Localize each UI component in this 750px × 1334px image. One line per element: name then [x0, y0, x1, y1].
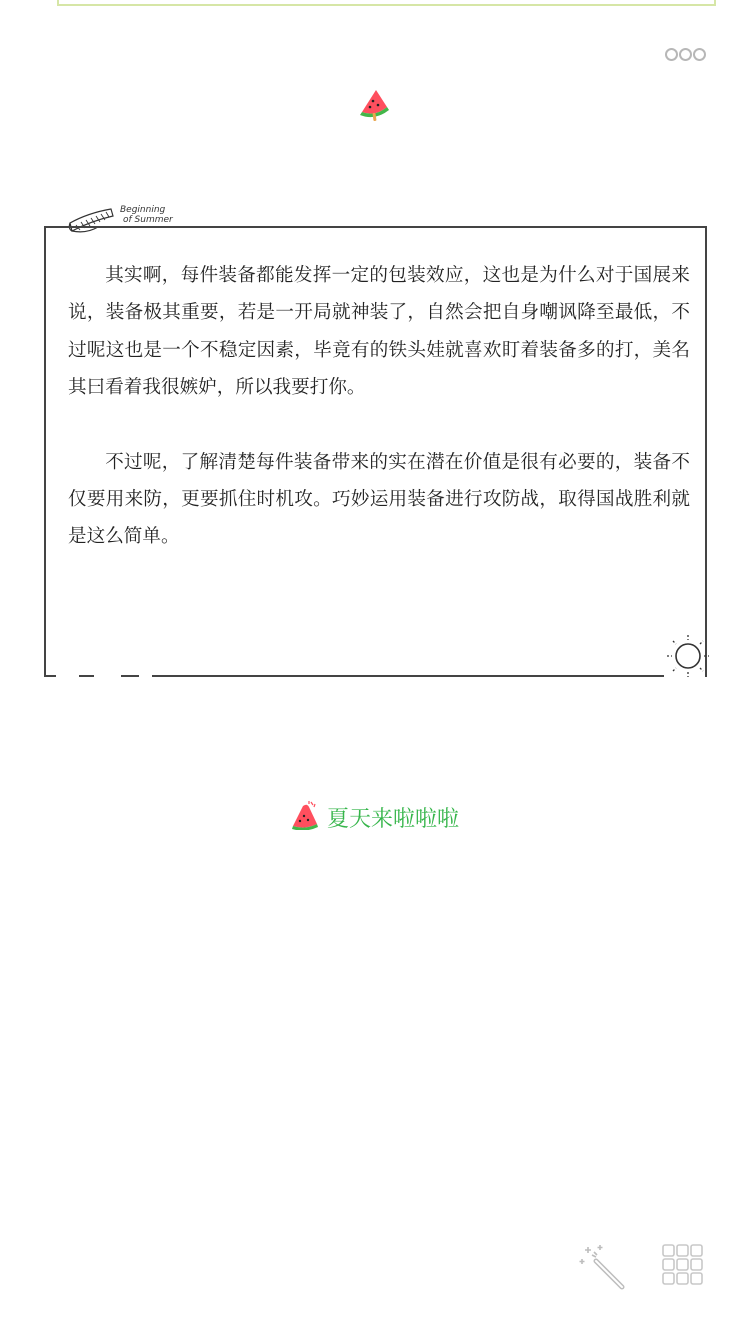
- book-caption: [120, 205, 173, 225]
- book-caption-line1: Beginning: [120, 205, 166, 215]
- article-paragraph: 其实啊，每件装备都能发挥一定的包装效应，这也是为什么对于国展来说，装备极其重要，若是一开局就神装了，自然会把自身嘲讽降至最低，不过呢这也是一个不稳定因素，毕竟有的铁头娃就喜欢盯着装备多的打，美名其曰看着我很嫉妒，所以我要打你。: [68, 265, 690, 399]
- article-body: [68, 257, 690, 556]
- more-dots-icon[interactable]: [665, 48, 706, 61]
- sun-icon: [660, 632, 714, 684]
- grid-icon[interactable]: [662, 1244, 704, 1290]
- watermelon-bite-icon: [291, 800, 319, 840]
- border-dash: [121, 675, 139, 677]
- article-paragraph: 不过呢，了解清楚每件装备带来的实在潜在价值是很有必要的，装备不仅要用来防，更要抓住时机攻。巧妙运用装备进行攻防战，取得国战胜利就是这么简单。: [68, 451, 690, 548]
- border-dash: [79, 675, 94, 677]
- dot-icon: [665, 48, 678, 61]
- magic-wand-icon[interactable]: [578, 1243, 630, 1299]
- dot-icon: [693, 48, 706, 61]
- dot-icon: [679, 48, 692, 61]
- summer-caption: [0, 800, 750, 840]
- top-frame-border: [57, 0, 716, 6]
- border-line: [152, 675, 664, 677]
- border-dash: [44, 675, 56, 677]
- article-card-bottom-border: [44, 675, 664, 677]
- book-caption-line2: of Summer: [123, 215, 173, 225]
- summer-text: 夏天来啦啦啦: [326, 807, 459, 832]
- watermelon-slice-icon: [359, 88, 391, 126]
